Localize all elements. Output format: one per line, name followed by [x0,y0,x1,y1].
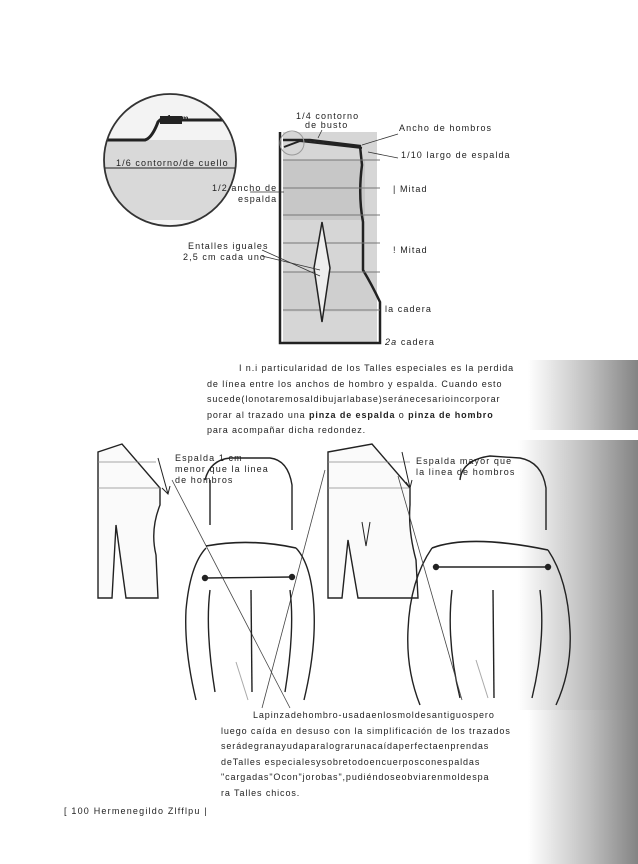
bodice-draft-figure [0,0,638,360]
back-bodice-pattern [280,131,380,343]
label-cuarto-contorno: 1/4 contorno [296,111,360,121]
label-right-line-1: Espalda mayor que [416,456,513,466]
label-ancho-espalda-2: espalda [238,194,278,204]
label-2a-cadera: 2a cadera [385,337,435,347]
figure-right-back [398,456,570,705]
term-pinza-espalda: pinza de espalda [308,409,396,420]
term-pinza-hombro: pinza de hombro [408,409,494,420]
pattern-piece-left [98,444,170,598]
label-entalles-1: Entalles iguales [188,241,269,251]
label-1cm: 1 cm [167,114,190,123]
label-contorno-cuello: 1/6 contorno/de cuello [116,158,229,168]
label-left-line-1: Espalda 1 cm [175,453,243,463]
paragraph-pinza-hombro: Lapinzadehombro-usadaenlosmoldesantiguospero luego caída en desuso con la simplificación de los trazados serádegranayudaparalograrunacaídaperfectaenprendas deTalles especialesysobretodoencuerposconespaldas "cargadas"Ocon"jorobas",pudiéndoseobviarenmoldespa ra Talles chicos. [221,710,511,798]
label-ancho-hombros: Ancho de hombros [399,123,493,133]
label-mitad-upper: | Mitad [393,184,428,194]
label-ancho-espalda-1: 1/2 ancho de [212,183,278,193]
pattern-piece-right [328,444,418,598]
page-footer: [ 100 Hermenegildo Zlfflpu | [64,806,208,816]
label-left-line-2: menor que la linea [175,464,269,474]
paragraph-talles-especiales: I n.i particularidad de los Talles especiales es la perdida de línea entre los anchos de hombro y espalda. Cuando esto sucede(lonotaremosaldibujarlabase)seránecesarioincorporar porar al trazado una pinza de espalda o pinza de hombro para acompañar dicha redondez. [207,363,515,435]
label-entalles-2: 2,5 cm cada uno [183,252,267,262]
label-right-line-2: la linea de hombros [416,467,516,477]
label-mitad-lower: ! Mitad [393,245,428,255]
label-de-busto: de busto [305,120,349,130]
label-cadera: la cadera [385,304,432,314]
figure-left-back [172,458,325,708]
label-largo-espalda: 1/10 largo de espalda [401,150,511,160]
label-left-line-3: de hombros [175,475,234,485]
back-comparison-figures [0,430,638,710]
